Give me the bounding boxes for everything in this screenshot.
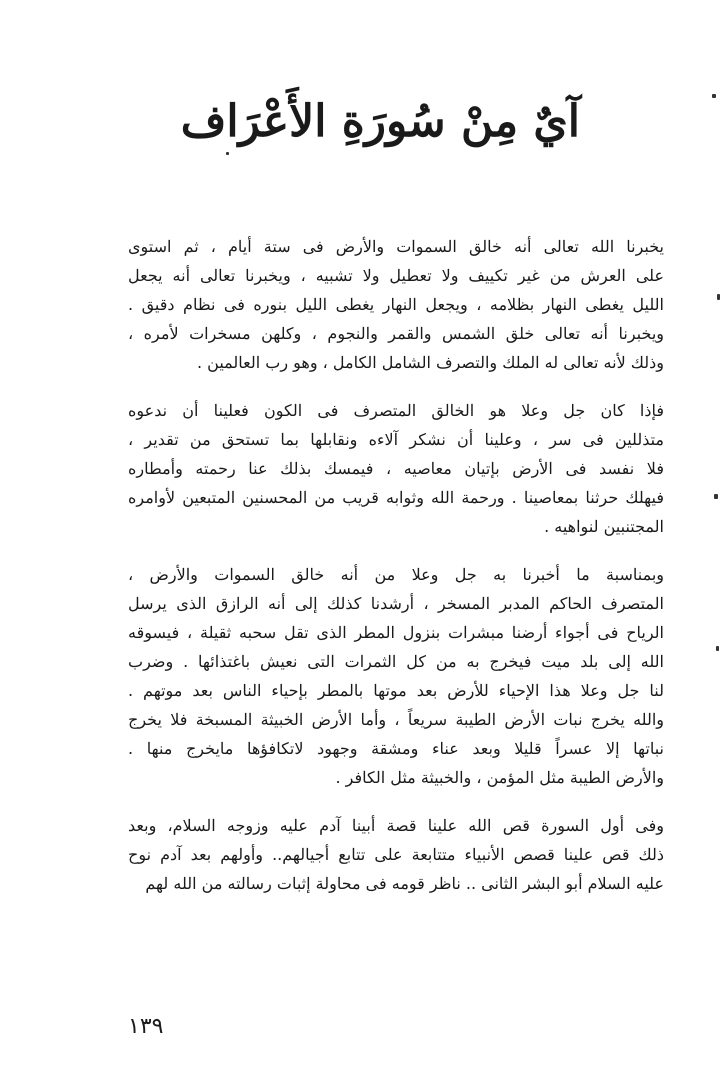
margin-speck: [226, 152, 229, 155]
text-line: ويخبرنا أنه تعالى خلق الشمس والقمر والنجوم ، وكلهن مسخرات لأمره ،: [128, 324, 664, 343]
text-line: لنا جل وعلا هذا الإحياء للأرض بعد موتها بالمطر بإحياء الناس بعد موتهم .: [128, 681, 664, 700]
text-line: عليه السلام أبو البشر الثانى .. ناظر قومه فى محاولة إثبات رسالته من الله لهم: [145, 874, 664, 893]
paragraph: [128, 560, 664, 792]
text-line: فإذا كان جل وعلا هو الخالق المتصرف فى الكون فعلينا أن ندعوه: [128, 401, 664, 420]
body-text: [128, 232, 664, 917]
chapter-title: آيٌ مِنْ سُورَةِ الأَعْرَاف: [180, 96, 580, 147]
text-line: ذلك قص علينا قصص الأنبياء متتابعة على تتابع أجيالهم.. وأولهم بعد آدم نوح: [128, 845, 664, 864]
paragraph: [128, 232, 664, 377]
text-line: على العرش من غير تكييف ولا تعطيل ولا تشبيه ، ويخبرنا تعالى أنه يجعل: [128, 266, 664, 285]
text-line: المجتنبين لنواهيه .: [544, 517, 664, 536]
text-line: متذللين فى سر ، وعلينا أن نشكر آلاءه ونقابلها بما تستحق من تقدير ،: [128, 430, 664, 449]
text-line: الرياح فى أجواء أرضنا مبشرات بنزول المطر الذى تقل سحبه ثقيلة ، فيسوقه: [128, 623, 664, 642]
text-line: يخبرنا الله تعالى أنه خالق السموات والأرض فى ستة أيام ، ثم استوى: [128, 237, 664, 256]
text-line: نباتها إلا عسراً قليلا وبعد عناء ومشقة وجهود لاتكافؤها مايخرج منها .: [128, 739, 664, 758]
text-line: فلا نفسد فى الأرض بإتيان معاصيه ، فيمسك بذلك عنا رحمته وأمطاره: [128, 459, 664, 478]
text-line: وذلك لأنه تعالى له الملك والتصرف الشامل الكامل ، وهو رب العالمين .: [196, 353, 664, 372]
margin-speck: [712, 94, 716, 98]
text-line: والله يخرج نبات الأرض الطيبة سريعاً ، وأما الأرض الخبيثة المسبخة فلا يخرج: [128, 710, 664, 729]
margin-speck: [716, 646, 719, 651]
text-line: المتصرف الحاكم المدبر المسخر ، أرشدنا كذلك إلى أنه الرازق الذى يرسل: [128, 594, 664, 613]
paragraph: [128, 396, 664, 541]
text-line: الله إلى بلد ميت فيخرج به من كل الثمرات التى نعيش باغتذائها . وضرب: [128, 652, 664, 671]
text-line: والأرض الطيبة مثل المؤمن ، والخبيثة مثل الكافر .: [335, 768, 664, 787]
page-number: ١٣٩: [128, 1014, 164, 1039]
text-line: فيهلك حرثنا بمعاصينا . ورحمة الله وثوابه قريب من المحسنين المتبعين لأوامره: [128, 488, 664, 507]
margin-speck: [714, 494, 718, 499]
text-line: الليل يغطى النهار بظلامه ، ويجعل النهار يغطى الليل بنوره فى نظام دقيق .: [128, 295, 664, 314]
text-line: وفى أول السورة قص الله علينا قصة أبينا آدم عليه وزوجه السلام، وبعد: [128, 816, 664, 835]
paragraph: [128, 811, 664, 898]
text-line: وبمناسبة ما أخبرنا به جل وعلا من أنه خالق السموات والأرض ،: [128, 565, 664, 584]
